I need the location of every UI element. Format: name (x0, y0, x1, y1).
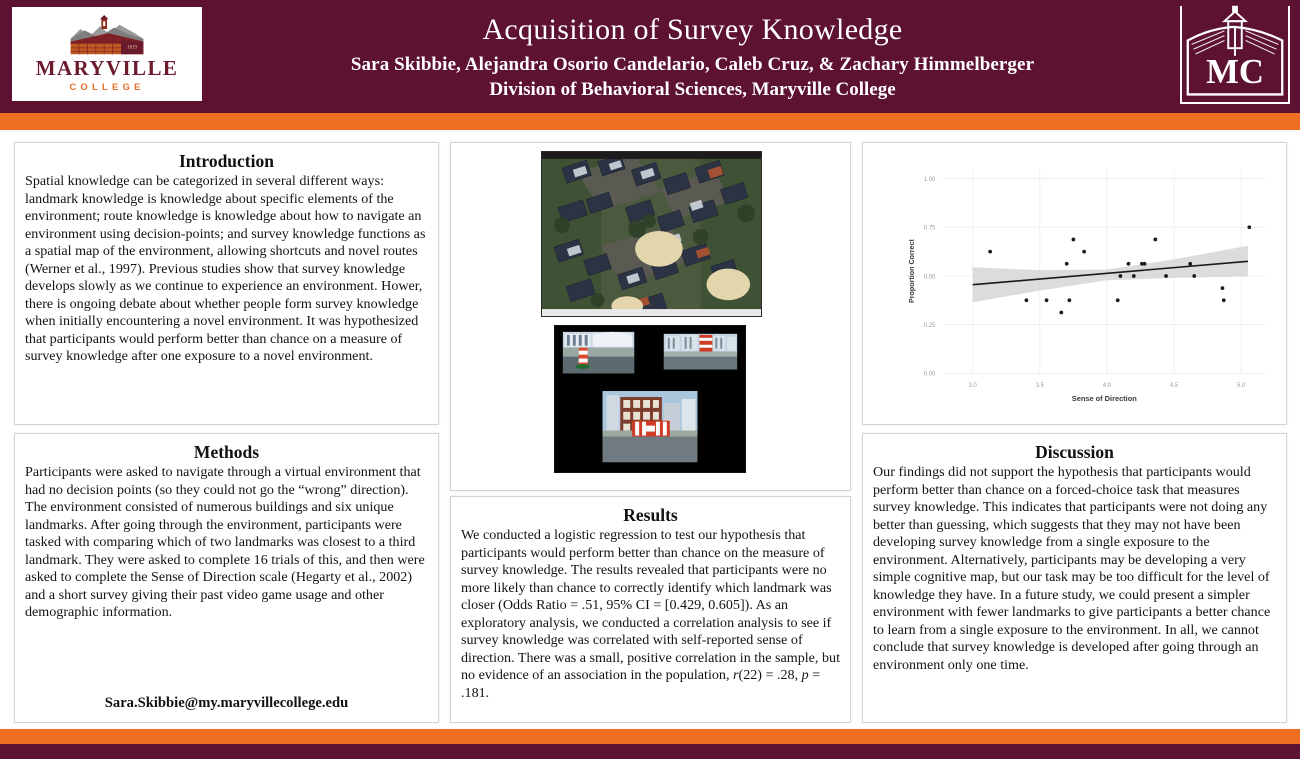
poster-content (0, 132, 1300, 724)
results-text-part1: We conducted a logistic regression to test our hypothesis that participants would perform better than chance on the measure of survey knowledge. The results revealed that participants were no more likely than chance to correctly identify which landmark was closer (Odds Ratio = .51, 95% CI = [0.429, 0.605]). As an exploratory analysis, we conducted a correlation analysis to see if survey knowledge was correlated with self-reported sense of direction. There was a small, positive correlation in the sample, but no evidence of an association in the population, (461, 527, 840, 684)
crest-year: 1819 (127, 45, 138, 51)
results-title: Results (623, 505, 678, 525)
section-discussion (862, 433, 1287, 723)
page-title: Acquisition of Survey Knowledge (482, 13, 903, 46)
landmark-screenshots-image (554, 325, 746, 473)
maryville-college-logo (12, 7, 202, 101)
author-list: Sara Skibbie, Alejandra Osorio Candelario, Caleb Cruz, & Zachary Himmelberger (350, 53, 1035, 75)
results-stat-p-symbol: p (801, 667, 809, 684)
footer-maroon-stripe (0, 744, 1300, 759)
mc-monogram-text: MC (1206, 51, 1264, 91)
logo-subtext: COLLEGE (69, 82, 145, 93)
svg-text:0.50: 0.50 (923, 274, 936, 281)
results-body (461, 527, 840, 702)
methods-body: Participants were asked to navigate through a virtual environment that had no decision points (so they could not go the “wrong” direction). The environment consisted of numerous buildings and six unique landmarks. After going through the environment, participants were tasked with comparing which of two landmarks was closest to a third landmark. They were asked to complete 16 trials of this, and then were asked to complete the Sense of Direction scale (Hegarty et al., 2002) and a short survey giving their past video game usage and other demographic information. (25, 464, 425, 621)
contact-email[interactable]: Sara.Skibbie@my.maryvillecollege.edu (104, 695, 349, 711)
mc-shield-icon (1182, 4, 1288, 102)
introduction-body: Spatial knowledge can be categorized in several different ways: landmark knowledge is knowledge about specific elements of the environment; route knowledge is knowledge about how to navigate an environment using decision-points; and survey knowledge functions as a spatial map of the environment, allowing shortcuts and novel routes (Werner et al., 1997). Previous studies show that survey knowledge develops slowly as we continue to experience an environment. Hower, there is ongoing debate about whether people form survey knowledge when initially encountering a novel environment. It was hypothesized that participants would perform better than chance on a measure of survey knowledge after one exposure to a novel environment. (25, 173, 426, 365)
svg-text:3.5: 3.5 (1035, 383, 1044, 390)
section-figures (450, 142, 851, 491)
aerial-view-graphic (542, 152, 761, 316)
title-block (215, 12, 1170, 103)
logo-wordmark: MARYVILLE (35, 56, 179, 80)
svg-text:4.5: 4.5 (1170, 383, 1179, 390)
methods-title: Methods (193, 442, 260, 462)
svg-text:0.00: 0.00 (923, 371, 936, 378)
discussion-title: Discussion (1035, 442, 1114, 462)
svg-text:1.00: 1.00 (923, 176, 936, 183)
results-stat-r-symbol: r (733, 667, 739, 684)
results-text-part2: (22) = .28, (738, 667, 802, 684)
svg-text:Sense of Direction: Sense of Direction (1071, 394, 1137, 404)
mc-monogram-logo (1180, 6, 1290, 104)
results-text-part3: = .181. (461, 667, 821, 701)
affiliation: Division of Behavioral Sciences, Maryville College (489, 79, 896, 101)
section-introduction (14, 142, 439, 425)
chart-container (867, 147, 1282, 420)
section-results (450, 496, 851, 723)
correlation-scatter-plot (867, 147, 1282, 420)
poster-header (0, 0, 1300, 113)
landmark-screenshots-graphic (555, 326, 745, 472)
svg-text:0.25: 0.25 (923, 323, 936, 330)
header-accent-stripe (0, 113, 1300, 130)
section-methods (14, 433, 439, 723)
svg-text:Proportion Correct: Proportion Correct (907, 239, 916, 304)
introduction-title: Introduction (179, 151, 274, 171)
svg-text:4.0: 4.0 (1102, 383, 1112, 390)
maryville-crest-icon (65, 15, 149, 57)
footer-accent-stripe (0, 729, 1300, 744)
svg-text:3.0: 3.0 (968, 383, 977, 390)
section-scatter-chart (862, 142, 1287, 425)
discussion-body: Our findings did not support the hypothesis that participants would perform better than chance on a forced-choice task that measures survey knowledge. This indicates that participants were not doing any better than guessing, which suggests that they may not have been developing survey knowledge from a single exposure to the environment. Alternatively, participants may be developing a very simple cognitive map, but our task may be too difficult for the level of knowledge they have. In a future study, we could present a simpler environment with fewer landmarks to give participants a better chance to learn from a single exposure to the environment. In all, we cannot conclude that survey knowledge is developed after going through an environment only one time. (873, 464, 1271, 673)
svg-text:0.75: 0.75 (923, 225, 936, 232)
aerial-view-image (541, 151, 762, 317)
svg-text:5.0: 5.0 (1237, 383, 1246, 390)
